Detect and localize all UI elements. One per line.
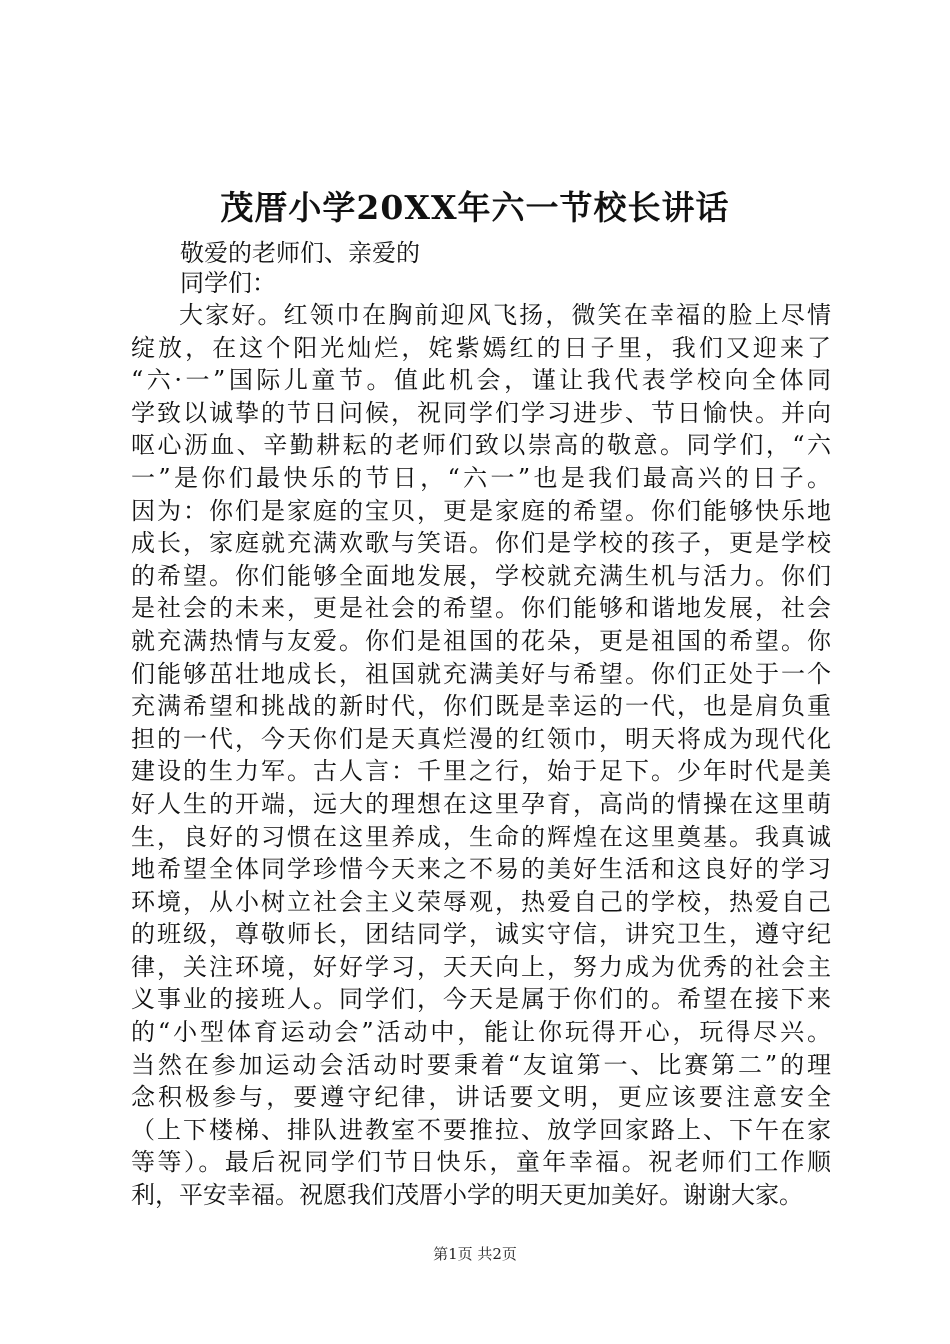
body-text-line: 好人生的开端，远大的理想在这里孕育，高尚的情操在这里萌: [131, 789, 831, 818]
speech-body: [131, 299, 831, 1212]
body-text-line: 学致以诚挚的节日问候，祝同学们学习进步、节日愉快。并向: [131, 398, 831, 427]
body-text-line: 义事业的接班人。同学们，今天是属于你们的。希望在接下来: [131, 985, 831, 1014]
body-text-line: 的“小型体育运动会”活动中，能让你玩得开心，玩得尽兴。: [131, 1018, 831, 1047]
body-text-line: 担的一代，今天你们是天真烂漫的红领巾，明天将成为现代化: [131, 724, 831, 753]
body-text-line: 成长，家庭就充满欢歌与笑语。你们是学校的孩子，更是学校: [131, 529, 831, 558]
body-text-line: “六·一”国际儿童节。值此机会，谨让我代表学校向全体同: [131, 366, 831, 395]
body-text-line: 建设的生力军。古人言：千里之行，始于足下。少年时代是美: [131, 757, 831, 786]
body-text-line: 地希望全体同学珍惜今天来之不易的美好生活和这良好的学习: [131, 855, 831, 884]
body-text-line: （上下楼梯、排队进教室不要推拉、放学回家路上、下午在家: [131, 1115, 831, 1144]
body-text-line: 是社会的未来，更是社会的希望。你们能够和谐地发展，社会: [131, 594, 831, 623]
salutation-line-1: 敬爱的老师们、亲爱的: [180, 239, 420, 267]
body-text-line: 等等）。最后祝同学们节日快乐，童年幸福。祝老师们工作顺: [131, 1148, 831, 1177]
page-footer: 第1页 共2页: [433, 1245, 517, 1263]
body-text-line: 充满希望和挑战的新时代，你们既是幸运的一代，也是肩负重: [131, 692, 831, 721]
body-text-line: 呕心沥血、辛勤耕耘的老师们致以崇高的敬意。同学们，“六: [131, 431, 831, 460]
body-text-line: 的班级，尊敬师长，团结同学，诚实守信，讲究卫生，遵守纪: [131, 920, 831, 949]
body-text-line: 的希望。你们能够全面地发展，学校就充满生机与活力。你们: [131, 561, 831, 590]
body-text-line: 律，关注环境，好好学习，天天向上，努力成为优秀的社会主: [131, 952, 831, 981]
body-text-line: 一”是你们最快乐的节日，“六一”也是我们最高兴的日子。: [131, 463, 831, 492]
body-text-line: 绽放，在这个阳光灿烂，姹紫嫣红的日子里，我们又迎来了: [131, 333, 831, 362]
document-title: 茂厝小学20XX年六一节校长讲话: [220, 188, 730, 227]
body-text-line: 当然在参加运动会活动时要秉着“友谊第一、比赛第二”的理: [131, 1050, 831, 1079]
body-text-line: 因为：你们是家庭的宝贝，更是家庭的希望。你们能够快乐地: [131, 496, 831, 525]
body-text-line: 就充满热情与友爱。你们是祖国的花朵，更是祖国的希望。你: [131, 626, 831, 655]
body-text-line: 念积极参与，要遵守纪律，讲话要文明，更应该要注意安全: [131, 1083, 831, 1112]
body-text-line: 大家好。红领巾在胸前迎风飞扬，微笑在幸福的脸上尽情: [179, 301, 831, 329]
body-text-line: 们能够茁壮地成长，祖国就充满美好与希望。你们正处于一个: [131, 659, 831, 688]
salutation-line-2: 同学们：: [180, 269, 276, 297]
body-text-line: 环境，从小树立社会主义荣辱观，热爱自己的学校，热爱自己: [131, 887, 831, 916]
body-text-line: 利，平安幸福。祝愿我们茂厝小学的明天更加美好。谢谢大家。: [131, 1181, 803, 1210]
body-text-line: 生，良好的习惯在这里养成，生命的辉煌在这里奠基。我真诚: [131, 822, 831, 851]
